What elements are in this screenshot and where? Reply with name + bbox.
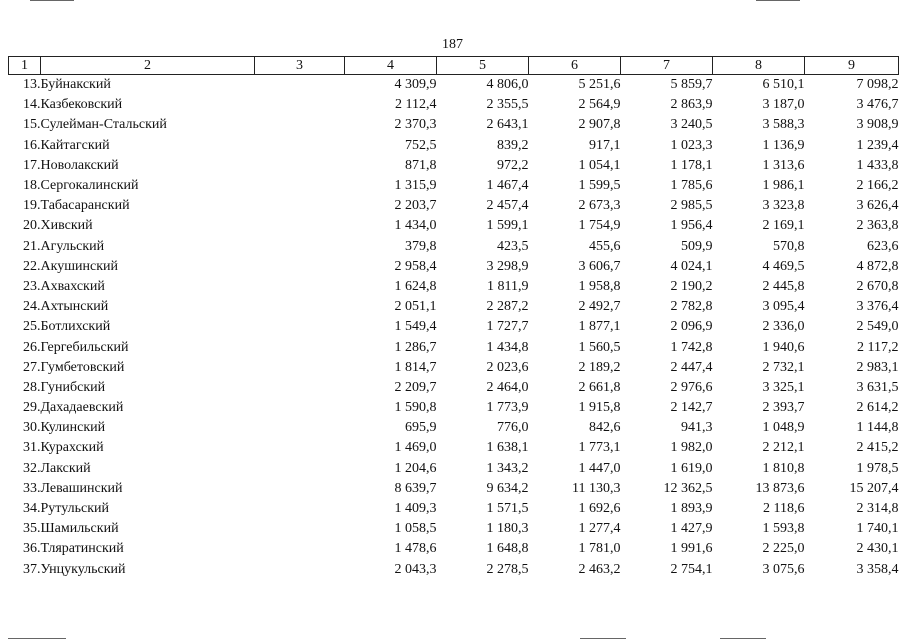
district-name: Табасаранский [40,198,130,214]
value-cell-col6: 5 251,6 [578,77,621,93]
value-cell-col5: 2 464,0 [486,379,529,395]
district-name: Агульский [40,238,105,254]
scan-edge-mark [756,0,800,1]
district-name: Сергокалинский [40,178,139,194]
row-number: 36. [23,541,41,557]
value-cell-col9: 3 908,9 [856,117,899,133]
value-cell-col9: 623,6 [867,238,899,254]
value-cell-col7: 2 782,8 [670,299,713,315]
value-cell-col5: 3 298,9 [486,258,529,274]
district-name: Рутульский [40,501,109,517]
table-row [9,237,899,257]
column-header: 2 [41,57,255,75]
value-cell-col7: 2 190,2 [670,278,713,294]
table-body [9,75,899,580]
value-cell-col6: 3 606,7 [578,258,621,274]
value-cell-col8: 3 588,3 [762,117,805,133]
value-cell-col3 [255,176,345,196]
district-name: Хивский [40,218,93,234]
district-name: Лакский [40,460,91,476]
column-header: 8 [713,57,805,75]
value-cell-col9: 2 549,0 [856,319,899,335]
row-number: 23. [23,278,41,294]
table-row [9,257,899,277]
table-row [9,418,899,438]
value-cell-col5: 1 180,3 [486,521,529,537]
value-cell-col8: 2 212,1 [762,440,805,456]
value-cell-col9: 2 314,8 [856,501,899,517]
value-cell-col9: 7 098,2 [856,77,899,93]
value-cell-col7: 12 362,5 [663,480,713,496]
row-number: 17. [23,157,41,173]
row-number: 33. [23,480,41,496]
value-cell-col4: 1 409,3 [394,501,437,517]
value-cell-col7: 2 096,9 [670,319,713,335]
value-cell-col3 [255,418,345,438]
value-cell-col9: 1 144,8 [856,420,899,436]
value-cell-col9: 4 872,8 [856,258,899,274]
district-name: Ботлихский [40,319,111,335]
row-number: 32. [23,460,41,476]
table-row [9,115,899,135]
district-name: Тляратинский [40,541,124,557]
district-name: Казбековский [40,97,123,113]
value-cell-col5: 1 434,8 [486,339,529,355]
value-cell-col8: 1 810,8 [762,460,805,476]
value-cell-col6: 2 907,8 [578,117,621,133]
table-row [9,499,899,519]
district-name: Кайтагский [40,137,110,153]
value-cell-col5: 1 467,4 [486,178,529,194]
value-cell-col5: 972,2 [497,157,529,173]
row-number: 19. [23,198,41,214]
value-cell-col7: 1 619,0 [670,460,713,476]
value-cell-col9: 3 376,4 [856,299,899,315]
district-name: Шамильский [40,521,119,537]
value-cell-col5: 4 806,0 [486,77,529,93]
row-number: 29. [23,400,41,416]
value-cell-col4: 8 639,7 [394,480,437,496]
district-name: Ахтынский [40,299,109,315]
value-cell-col6: 1 877,1 [578,319,621,335]
value-cell-col8: 13 873,6 [755,480,805,496]
column-header: 5 [437,57,529,75]
table-row [9,176,899,196]
scan-edge-mark [580,638,626,639]
table-row [9,378,899,398]
row-number: 35. [23,521,41,537]
value-cell-col3 [255,156,345,176]
value-cell-col5: 2 643,1 [486,117,529,133]
value-cell-col8: 3 323,8 [762,198,805,214]
table-row [9,156,899,176]
value-cell-col4: 1 624,8 [394,278,437,294]
value-cell-col5: 1 727,7 [486,319,529,335]
table-row [9,95,899,115]
row-number: 18. [23,178,41,194]
value-cell-col8: 2 118,6 [763,501,805,517]
value-cell-col4: 2 051,1 [394,299,437,315]
district-name: Новолакский [40,157,119,173]
value-cell-col5: 2 023,6 [486,359,529,375]
row-number: 37. [23,561,41,577]
value-cell-col7: 1 023,3 [670,137,713,153]
column-number-row [9,57,899,75]
value-cell-col7: 1 956,4 [670,218,713,234]
row-number: 15. [23,117,41,133]
value-cell-col3 [255,539,345,559]
value-cell-col4: 2 958,4 [394,258,437,274]
value-cell-col8: 1 940,6 [762,339,805,355]
value-cell-col6: 11 130,3 [572,480,621,496]
value-cell-col8: 6 510,1 [762,77,805,93]
value-cell-col5: 1 343,2 [486,460,529,476]
table-row [9,297,899,317]
row-number: 28. [23,379,41,395]
value-cell-col5: 1 811,9 [487,278,529,294]
table-row [9,337,899,357]
scan-edge-mark [30,0,74,1]
value-cell-col9: 1 740,1 [856,521,899,537]
value-cell-col7: 2 863,9 [670,97,713,113]
value-cell-col6: 1 560,5 [578,339,621,355]
table-row [9,398,899,418]
district-name: Сулейман-Стальский [40,117,167,133]
value-cell-col3 [255,95,345,115]
row-number: 16. [23,137,41,153]
value-cell-col5: 423,5 [497,238,529,254]
district-name: Кулинский [40,420,106,436]
row-number: 21. [23,238,41,254]
value-cell-col8: 1 136,9 [762,137,805,153]
value-cell-col3 [255,196,345,216]
value-cell-col5: 1 638,1 [486,440,529,456]
value-cell-col3 [255,337,345,357]
table-row [9,560,899,580]
value-cell-col5: 9 634,2 [486,480,529,496]
value-cell-col3 [255,398,345,418]
table-row [9,358,899,378]
row-number: 20. [23,218,41,234]
value-cell-col3 [255,479,345,499]
value-cell-col6: 2 673,3 [578,198,621,214]
value-cell-col4: 1 478,6 [394,541,437,557]
value-cell-col3 [255,317,345,337]
value-cell-col9: 2 166,2 [856,178,899,194]
table-row [9,479,899,499]
value-cell-col7: 1 893,9 [670,501,713,517]
value-cell-col6: 455,6 [589,238,621,254]
value-cell-col7: 3 240,5 [670,117,713,133]
value-cell-col8: 4 469,5 [762,258,805,274]
page-number: 187 [442,37,463,52]
value-cell-col7: 1 785,6 [670,178,713,194]
district-name: Курахский [40,440,104,456]
value-cell-col5: 839,2 [497,137,529,153]
table-row [9,539,899,559]
value-cell-col9: 2 430,1 [856,541,899,557]
value-cell-col7: 1 742,8 [670,339,713,355]
value-cell-col4: 1 315,9 [394,178,437,194]
value-cell-col5: 2 457,4 [486,198,529,214]
row-number: 14. [23,97,41,113]
value-cell-col4: 2 112,4 [395,97,437,113]
value-cell-col8: 2 732,1 [762,359,805,375]
column-header: 6 [529,57,621,75]
value-cell-col8: 2 169,1 [762,218,805,234]
value-cell-col3 [255,75,345,96]
table-row [9,196,899,216]
value-cell-col7: 2 142,7 [670,400,713,416]
value-cell-col4: 2 370,3 [394,117,437,133]
row-number: 34. [23,501,41,517]
value-cell-col3 [255,499,345,519]
table-row [9,216,899,236]
district-name: Ахвахский [40,278,105,294]
district-name: Акушинский [40,258,118,274]
table-row [9,519,899,539]
value-cell-col6: 1 277,4 [578,521,621,537]
value-cell-col6: 1 447,0 [578,460,621,476]
value-cell-col7: 2 976,6 [670,379,713,395]
value-cell-col9: 2 670,8 [856,278,899,294]
value-cell-col3 [255,257,345,277]
value-cell-col9: 2 614,2 [856,400,899,416]
value-cell-col3 [255,459,345,479]
row-number: 22. [23,258,41,274]
value-cell-col9: 3 631,5 [856,379,899,395]
value-cell-col7: 941,3 [681,420,713,436]
value-cell-col9: 3 358,4 [856,561,899,577]
value-cell-col4: 2 203,7 [394,198,437,214]
value-cell-col7: 2 985,5 [670,198,713,214]
column-header: 1 [9,57,41,75]
value-cell-col7: 5 859,7 [670,77,713,93]
table-row [9,277,899,297]
value-cell-col8: 3 187,0 [762,97,805,113]
district-name: Дахадаевский [40,400,124,416]
value-cell-col6: 1 915,8 [578,400,621,416]
value-cell-col6: 1 599,5 [578,178,621,194]
value-cell-col4: 1 434,0 [394,218,437,234]
value-cell-col8: 570,8 [773,238,805,254]
value-cell-col4: 1 286,7 [394,339,437,355]
data-table [8,56,899,580]
value-cell-col3 [255,115,345,135]
value-cell-col6: 1 773,1 [578,440,621,456]
value-cell-col4: 871,8 [405,157,437,173]
value-cell-col4: 695,9 [405,420,437,436]
value-cell-col5: 1 571,5 [486,501,529,517]
value-cell-col6: 917,1 [589,137,621,153]
value-cell-col9: 2 117,2 [857,339,899,355]
value-cell-col8: 3 075,6 [762,561,805,577]
value-cell-col4: 1 204,6 [394,460,437,476]
district-name: Унцукульский [40,561,126,577]
value-cell-col9: 2 983,1 [856,359,899,375]
value-cell-col5: 2 355,5 [486,97,529,113]
value-cell-col9: 3 476,7 [856,97,899,113]
value-cell-col8: 1 986,1 [762,178,805,194]
value-cell-col5: 1 648,8 [486,541,529,557]
value-cell-col5: 776,0 [497,420,529,436]
value-cell-col3 [255,277,345,297]
column-header: 4 [345,57,437,75]
value-cell-col7: 4 024,1 [670,258,713,274]
value-cell-col8: 1 593,8 [762,521,805,537]
row-number: 27. [23,359,41,375]
value-cell-col7: 509,9 [681,238,713,254]
value-cell-col3 [255,216,345,236]
value-cell-col4: 379,8 [405,238,437,254]
value-cell-col6: 1 692,6 [578,501,621,517]
value-cell-col7: 1 991,6 [670,541,713,557]
row-number: 24. [23,299,41,315]
value-cell-col7: 1 427,9 [670,521,713,537]
value-cell-col4: 1 590,8 [394,400,437,416]
value-cell-col3 [255,519,345,539]
row-number: 13. [23,77,41,93]
value-cell-col9: 15 207,4 [849,480,899,496]
district-name: Гумбетовский [40,359,125,375]
value-cell-col6: 2 661,8 [578,379,621,395]
value-cell-col4: 1 058,5 [394,521,437,537]
value-cell-col7: 2 754,1 [670,561,713,577]
value-cell-col3 [255,237,345,257]
value-cell-col7: 1 178,1 [670,157,713,173]
value-cell-col8: 2 393,7 [762,400,805,416]
value-cell-col4: 4 309,9 [394,77,437,93]
value-cell-col3 [255,560,345,580]
column-header: 7 [621,57,713,75]
value-cell-col9: 1 978,5 [856,460,899,476]
value-cell-col6: 1 781,0 [578,541,621,557]
value-cell-col4: 1 814,7 [394,359,437,375]
value-cell-col8: 2 336,0 [762,319,805,335]
value-cell-col3 [255,358,345,378]
table-row [9,459,899,479]
value-cell-col8: 2 445,8 [762,278,805,294]
value-cell-col5: 1 599,1 [486,218,529,234]
district-name: Левашинский [40,480,123,496]
value-cell-col3 [255,438,345,458]
table-row [9,75,899,96]
value-cell-col8: 1 048,9 [762,420,805,436]
value-cell-col9: 2 415,2 [856,440,899,456]
value-cell-col7: 1 982,0 [670,440,713,456]
value-cell-col8: 3 095,4 [762,299,805,315]
value-cell-col3 [255,136,345,156]
value-cell-col5: 2 278,5 [486,561,529,577]
value-cell-col8: 2 225,0 [762,541,805,557]
value-cell-col5: 2 287,2 [486,299,529,315]
value-cell-col6: 2 564,9 [578,97,621,113]
value-cell-col3 [255,297,345,317]
value-cell-col6: 2 189,2 [578,359,621,375]
row-number: 25. [23,319,41,335]
scan-edge-mark [8,638,66,639]
value-cell-col9: 3 626,4 [856,198,899,214]
table-row [9,438,899,458]
column-header: 3 [255,57,345,75]
value-cell-col4: 1 549,4 [394,319,437,335]
value-cell-col6: 1 754,9 [578,218,621,234]
value-cell-col3 [255,378,345,398]
value-cell-col9: 1 433,8 [856,157,899,173]
value-cell-col6: 1 054,1 [578,157,621,173]
table-row [9,136,899,156]
value-cell-col4: 752,5 [405,137,437,153]
value-cell-col6: 842,6 [589,420,621,436]
value-cell-col9: 2 363,8 [856,218,899,234]
value-cell-col8: 3 325,1 [762,379,805,395]
column-header: 9 [805,57,899,75]
value-cell-col4: 2 043,3 [394,561,437,577]
district-name: Гунибский [40,379,106,395]
value-cell-col6: 1 958,8 [578,278,621,294]
value-cell-col5: 1 773,9 [486,400,529,416]
value-cell-col4: 1 469,0 [394,440,437,456]
value-cell-col8: 1 313,6 [762,157,805,173]
table-row [9,317,899,337]
district-name: Буйнакский [40,77,111,93]
value-cell-col6: 2 463,2 [578,561,621,577]
value-cell-col4: 2 209,7 [394,379,437,395]
scan-edge-mark [720,638,766,639]
value-cell-col9: 1 239,4 [856,137,899,153]
value-cell-col7: 2 447,4 [670,359,713,375]
row-number: 26. [23,339,41,355]
row-number: 31. [23,440,41,456]
district-name: Гергебильский [40,339,129,355]
row-number: 30. [23,420,41,436]
value-cell-col6: 2 492,7 [578,299,621,315]
